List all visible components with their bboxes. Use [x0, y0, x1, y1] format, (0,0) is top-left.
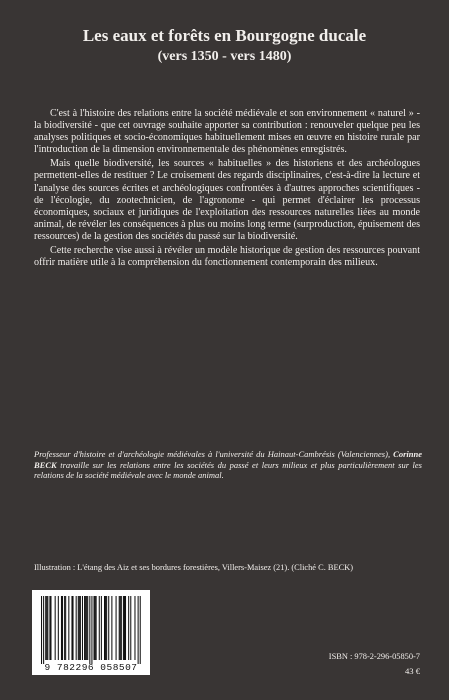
- book-subtitle: (vers 1350 - vers 1480): [157, 49, 292, 64]
- barcode-bar: [89, 596, 90, 664]
- author-name: Corinne BECK: [34, 449, 422, 470]
- barcode-bar: [84, 596, 85, 660]
- barcode-bar: [91, 596, 92, 664]
- author-bio: [34, 449, 422, 481]
- barcode-bar: [101, 596, 102, 660]
- barcode-bar: [82, 596, 83, 660]
- barcode-bar: [47, 596, 48, 660]
- barcode-bar: [43, 596, 44, 664]
- barcode-bar: [58, 596, 59, 660]
- barcode-bar: [125, 596, 126, 660]
- book-title: Les eaux et forêts en Bourgogne ducale: [82, 26, 367, 45]
- barcode-bar: [49, 596, 50, 660]
- barcode-bar: [85, 596, 86, 660]
- isbn: ISBN : 978-2-296-05850-7: [328, 652, 420, 661]
- barcode-bar: [116, 596, 117, 660]
- barcode-bar: [123, 596, 124, 660]
- barcode-bar: [134, 596, 135, 660]
- barcode-bar: [87, 596, 88, 660]
- barcode-bar: [45, 596, 46, 660]
- barcode-bar: [78, 596, 79, 660]
- author-bio-rest: travaille sur les relations entre les sociétés du passé et leurs milieux et plus particulièrement sur les relations de la société médiévale avec le monde animal.: [34, 459, 422, 481]
- author-bio-intro: Professeur d'histoire et d'archéologie médiévales à l'université du Hainaut-Cambrésis (Valenciennes),: [34, 449, 394, 459]
- barcode-bar: [99, 596, 100, 660]
- barcode-bar: [68, 596, 69, 660]
- barcode-bar: [111, 596, 112, 660]
- barcode-bar: [46, 596, 47, 660]
- summary-text: [34, 108, 420, 271]
- barcode-bar: [62, 596, 63, 660]
- barcode-bar: [120, 596, 121, 660]
- barcode-bar: [124, 596, 125, 660]
- barcode-bar: [104, 596, 105, 660]
- barcode-bar: [79, 596, 80, 660]
- barcode-bar: [105, 596, 106, 660]
- barcode-bar: [76, 596, 77, 660]
- barcode-bar: [108, 596, 109, 660]
- barcode-bar: [73, 596, 74, 660]
- barcode: [32, 590, 150, 675]
- barcode-bar: [130, 596, 131, 660]
- barcode-bar: [96, 596, 97, 660]
- price: 43 €: [404, 666, 420, 676]
- barcode-bar: [121, 596, 122, 660]
- barcode-bar: [128, 596, 129, 660]
- barcode-bar: [50, 596, 51, 660]
- barcode-bar: [95, 596, 96, 660]
- barcode-bar: [41, 596, 42, 664]
- illustration-caption: Illustration : L'étang des Aiz et ses bordures forestières, Villers-Maisez (21). (Cliché C. BECK): [34, 563, 354, 572]
- barcode-bar: [138, 596, 139, 664]
- barcode-bar: [94, 596, 95, 660]
- barcode-bar: [55, 596, 56, 660]
- summary-paragraph: C'est à l'histoire des relations entre la société médiévale et son environnement « naturel » - la biodiversité - que cet ouvrage souhaite apporter sa contribution : renouveler quelque peu les analyses politiques et socio-économiques habituellement mises en œuvre en histoire rurale par l'introduction de la dimension environnementale des phénomènes enregistrés.: [34, 108, 420, 156]
- barcode-bar: [71, 596, 72, 660]
- barcode-bar: [80, 596, 81, 660]
- summary-paragraph: Mais quelle biodiversité, les sources « habituelles » des historiens et des archéologues permettent-elles de restituer ? Le croisement des regards disciplinaires, c'est-à-dire la lecture et l'analyse des sources écrites et archéologiques confrontées à d'autres approches scientifiques - de l'écologie, du zootechnicien, de l'agronome - qui permet d'éclairer les processus économiques, sociaux et juridiques de l'exploitation des ressources naturelles liées au monde animal, de révéler les conséquences à plus ou moins long terme (surproduction, épuisement des ressources) de la gestion des sociétés du passé sur la biodiversité.: [34, 158, 420, 242]
- barcode-bar: [65, 596, 66, 660]
- barcode-bar: [106, 596, 107, 660]
- barcode-bar: [61, 596, 62, 660]
- barcode-bar: [140, 596, 141, 664]
- barcode-bar: [64, 596, 65, 660]
- barcode-digits: 9 782296 058507: [44, 662, 138, 673]
- summary-paragraph: Cette recherche vise aussi à révéler un modèle historique de gestion des ressources pouvant offrir matière utile à la compréhension du fonctionnement contemporain des milieux.: [34, 245, 420, 269]
- barcode-bar: [119, 596, 120, 660]
- barcode-bar: [86, 596, 87, 660]
